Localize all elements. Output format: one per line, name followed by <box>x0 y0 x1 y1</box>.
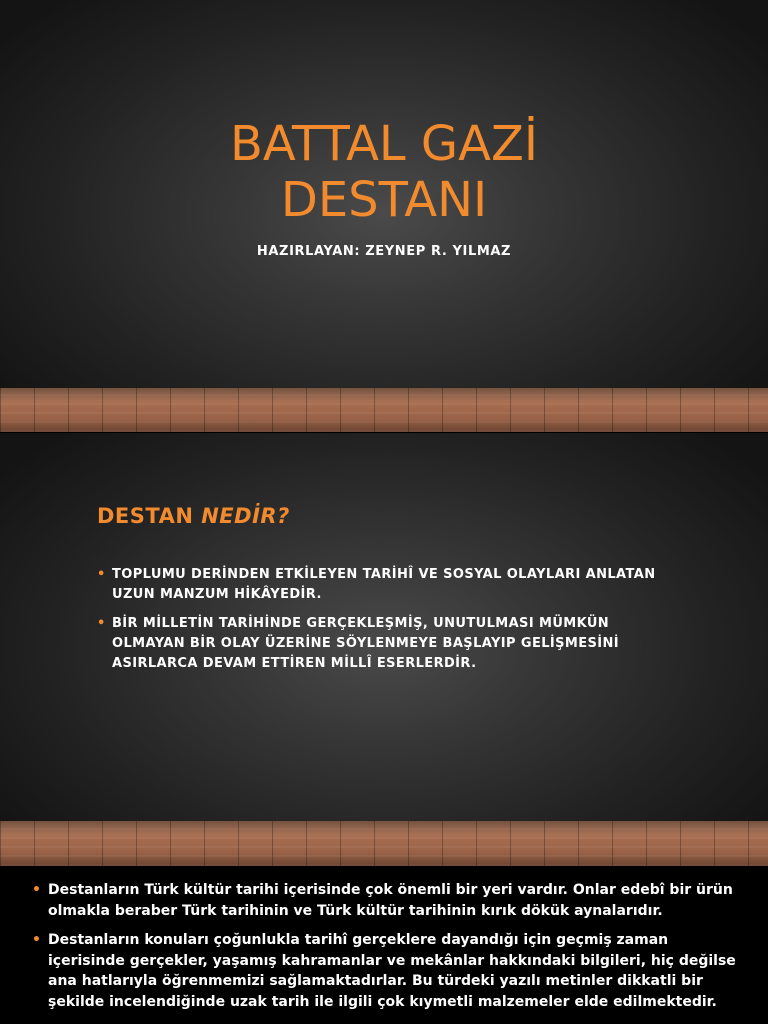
content-slide <box>0 867 768 1024</box>
slide-title <box>0 116 768 228</box>
wooden-floor-image <box>0 388 768 432</box>
bullet-item: • Destanların Türk kültür tarihi içerisinde çok önemli bir yeri vardır. Onlar edebî bir ürün olmakla beraber Türk tarihinin ve Türk kültür tarihinin kırık dökük aynalarıdır. <box>32 880 737 921</box>
heading-italic: NEDİR? <box>201 504 290 528</box>
bullet-item: • TOPLUMU DERİNDEN ETKİLEYEN TARİHÎ VE SOSYAL OLAYLARI ANLATAN UZUN MANZUM HİKÂYEDİR. <box>97 565 667 605</box>
bullet-item: • Destanların konuları çoğunlukla tarihî gerçeklere dayandığı için geçmiş zaman içerisinde gerçekler, yaşamış kahramanlar ve mekânlar hakkındaki bilgileri, hiç değilse ana hatlarıyla öğrenmemizi sağlamaktadırlar. Bu türdeki yazılı metinler dikkatli bir şekilde incelendiğinde uzak tarih ile ilgili çok kıymetli malzemeler elde edilmektedir. <box>32 930 737 1012</box>
title-slide <box>0 0 768 432</box>
slide-heading <box>97 504 290 528</box>
bullet-list <box>97 565 667 683</box>
title-line-1: BATTAL GAZİ <box>229 116 538 172</box>
title-line-2: DESTANI <box>280 172 488 228</box>
wooden-floor-image <box>0 821 768 866</box>
definition-slide <box>0 433 768 866</box>
bullet-item: • BİR MİLLETİN TARİHİNDE GERÇEKLEŞMİŞ, UNUTULMASI MÜMKÜN OLMAYAN BİR OLAY ÜZERİNE SÖYLENMEYE BAŞLAYIP GELİŞMESİNİ ASIRLARCA DEVAM ETTİREN MİLLÎ ESERLERDİR. <box>97 614 667 674</box>
heading-plain: DESTAN <box>97 504 202 528</box>
slide-subtitle: HAZIRLAYAN: ZEYNEP R. YILMAZ <box>256 244 512 259</box>
bullet-list <box>32 880 737 1021</box>
